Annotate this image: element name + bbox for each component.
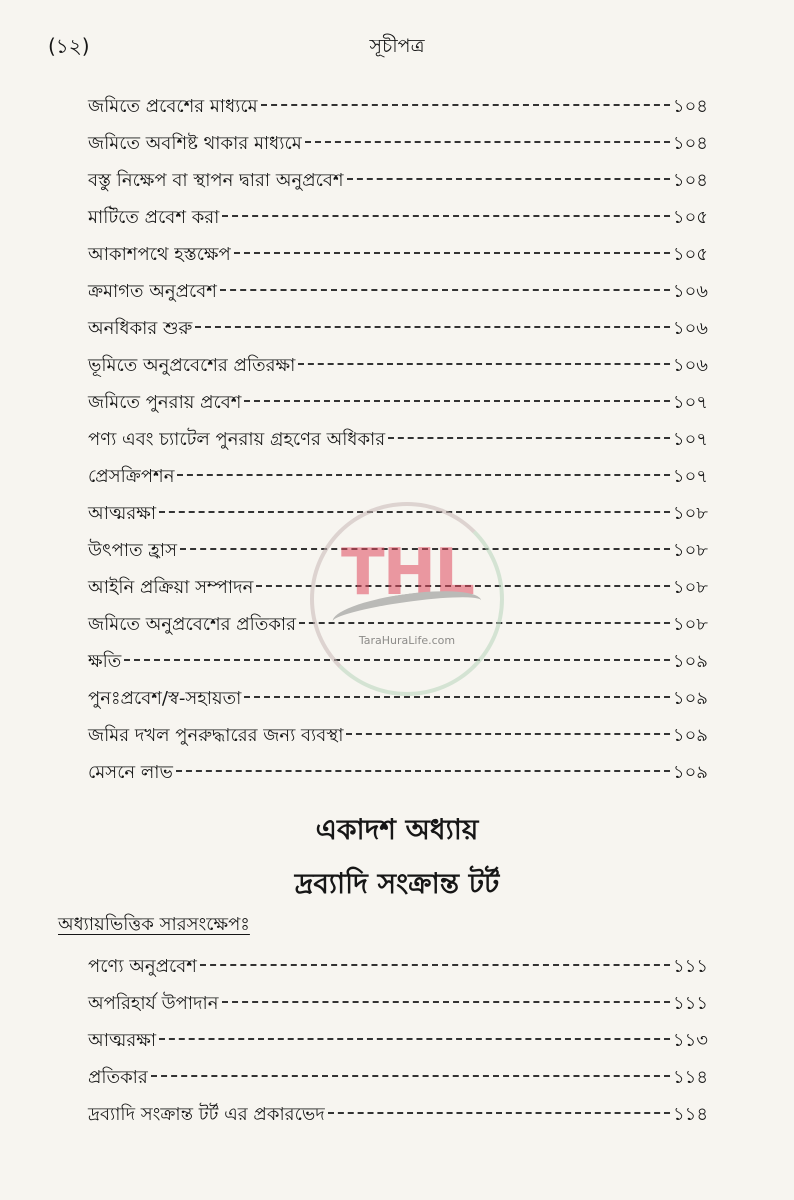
dash-leader xyxy=(159,511,670,513)
dash-leader xyxy=(180,548,670,550)
toc-entry-title: আকাশপথে হস্তক্ষেপ xyxy=(88,244,231,265)
dash-leader xyxy=(244,696,670,698)
toc-entry-title: আত্মরক্ষা xyxy=(88,503,157,524)
toc-entry-title: মেসনে লাভ xyxy=(88,762,173,783)
toc-entry xyxy=(88,989,708,1026)
toc-entry xyxy=(88,92,708,129)
dash-leader xyxy=(151,1075,670,1077)
dash-leader xyxy=(388,437,670,439)
toc-entry-page: ১০৯ xyxy=(672,762,708,783)
dash-leader xyxy=(346,733,670,735)
toc-entry-title: প্রতিকার xyxy=(88,1067,148,1088)
toc-entry-page: ১০৮ xyxy=(672,503,708,524)
toc-entry xyxy=(88,647,708,684)
dash-leader xyxy=(124,659,670,661)
dash-leader xyxy=(234,252,670,254)
toc-entry-page: ১০৭ xyxy=(672,466,708,487)
toc-entry-title: প্রেসক্রিপশন xyxy=(88,466,175,487)
toc-entry-page: ১০৪ xyxy=(672,133,708,154)
toc-entry-page: ১০৫ xyxy=(672,207,708,228)
dash-leader xyxy=(256,585,670,587)
toc-entry xyxy=(88,277,708,314)
toc-entry xyxy=(88,684,708,721)
toc-entry-page: ১০৯ xyxy=(672,688,708,709)
toc-entry-title: জমিতে অনুপ্রবেশের প্রতিকার xyxy=(88,614,297,635)
toc-entry-title: আত্মরক্ষা xyxy=(88,1030,157,1051)
toc-entry-page: ১০৭ xyxy=(672,429,708,450)
toc-entry-page: ১০৯ xyxy=(672,725,708,746)
toc-entry-page: ১০৬ xyxy=(672,281,708,302)
toc-entry-page: ১০৮ xyxy=(672,577,708,598)
toc-entry-page: ১১৪ xyxy=(672,1104,708,1125)
toc-entry xyxy=(88,351,708,388)
dash-leader xyxy=(176,770,670,772)
dash-leader xyxy=(195,326,670,328)
toc-entry xyxy=(88,499,708,536)
toc-entry xyxy=(88,203,708,240)
page-number: (১২) xyxy=(48,34,90,58)
toc-entry-page: ১০৮ xyxy=(672,540,708,561)
watermark-text: TaraHuraLife.com xyxy=(358,634,456,647)
toc-entry-page: ১০৪ xyxy=(672,170,708,191)
toc-entry-title: জমিতে প্রবেশের মাধ্যমে xyxy=(88,96,258,117)
dash-leader xyxy=(244,400,669,402)
toc-entry xyxy=(88,573,708,610)
toc-entry-title: ক্রমাগত অনুপ্রবেশ xyxy=(88,281,217,302)
toc-entry-title: পণ্য এবং চ্যাটেল পুনরায় গ্রহণের অধিকার xyxy=(88,429,386,450)
toc-entry xyxy=(88,314,708,351)
toc-entry xyxy=(88,536,708,573)
toc-entry-page: ১১১ xyxy=(672,956,708,977)
toc-entry-title: জমির দখল পুনরুদ্ধারের জন্য ব্যবস্থা xyxy=(88,725,344,746)
toc-entry xyxy=(88,758,708,795)
toc-entry-page: ১০৮ xyxy=(672,614,708,635)
toc-entry-title: ভূমিতে অনুপ্রবেশের প্রতিরক্ষা xyxy=(88,355,296,376)
dash-leader xyxy=(220,289,670,291)
toc-entry-page: ১০৬ xyxy=(672,355,708,376)
toc-entry-title: পুনঃপ্রবেশ/স্ব-সহায়তা xyxy=(88,688,242,709)
dash-leader xyxy=(222,215,670,217)
toc-entry-title: দ্রব্যাদি সংক্রান্ত টর্ট এর প্রকারভেদ xyxy=(88,1104,325,1125)
toc-entry-title: আইনি প্রক্রিয়া সম্পাদন xyxy=(88,577,254,598)
page-header xyxy=(48,32,746,62)
dash-leader xyxy=(159,1038,670,1040)
running-title: সূচীপত্র xyxy=(369,35,425,57)
dash-leader xyxy=(177,474,669,476)
chapter-title: দ্রব্যাদি সংক্রান্ত টর্ট xyxy=(294,867,500,900)
dash-leader xyxy=(222,1001,670,1003)
toc-entry-title: জমিতে অবশিষ্ট থাকার মাধ্যমে xyxy=(88,133,302,154)
toc-entry xyxy=(88,129,708,166)
toc-entry xyxy=(88,240,708,277)
chapter-number: একাদশ অধ্যায় xyxy=(315,813,479,846)
toc-entry xyxy=(88,166,708,203)
toc-entry xyxy=(88,425,708,462)
toc-entry-page: ১০৭ xyxy=(672,392,708,413)
toc-entry xyxy=(88,1026,708,1063)
toc-entry xyxy=(88,952,708,989)
toc-entry-title: জমিতে পুনরায় প্রবেশ xyxy=(88,392,242,413)
toc-entry-page: ১১১ xyxy=(672,993,708,1014)
toc-entry-title: বস্তু নিক্ষেপ বা স্থাপন দ্বারা অনুপ্রবেশ xyxy=(88,170,344,191)
toc-entry-title: ক্ষতি xyxy=(88,651,122,672)
dash-leader xyxy=(305,141,670,143)
toc-list-bottom xyxy=(88,952,708,1137)
toc-entry xyxy=(88,721,708,758)
toc-entry-page: ১০৯ xyxy=(672,651,708,672)
watermark-mark: THL xyxy=(341,536,473,610)
toc-entry-page: ১০৫ xyxy=(672,244,708,265)
dash-leader xyxy=(261,104,670,106)
toc-entry-title: অনধিকার শুরু xyxy=(88,318,193,339)
toc-entry-page: ১১৩ xyxy=(672,1030,708,1051)
dash-leader xyxy=(200,964,670,966)
toc-entry-title: অপরিহার্য উপাদান xyxy=(88,993,219,1014)
toc-entry xyxy=(88,610,708,647)
dash-leader xyxy=(328,1112,670,1114)
dash-leader xyxy=(298,363,670,365)
toc-entry-title: উৎপাত হ্রাস xyxy=(88,540,177,561)
dash-leader xyxy=(299,622,670,624)
toc-entry xyxy=(88,388,708,425)
toc-entry xyxy=(88,462,708,499)
toc-entry-page: ১১৪ xyxy=(672,1067,708,1088)
toc-entry-page: ১০৬ xyxy=(672,318,708,339)
summary-heading: অধ্যায়ভিত্তিক সারসংক্ষেপঃ xyxy=(58,914,250,935)
toc-entry xyxy=(88,1100,708,1137)
toc-entry-title: মাটিতে প্রবেশ করা xyxy=(88,207,220,228)
toc-entry-title: পণ্যে অনুপ্রবেশ xyxy=(88,956,197,977)
toc-entry xyxy=(88,1063,708,1100)
dash-leader xyxy=(347,178,670,180)
toc-entry-page: ১০৪ xyxy=(672,96,708,117)
toc-list-top xyxy=(88,92,708,795)
